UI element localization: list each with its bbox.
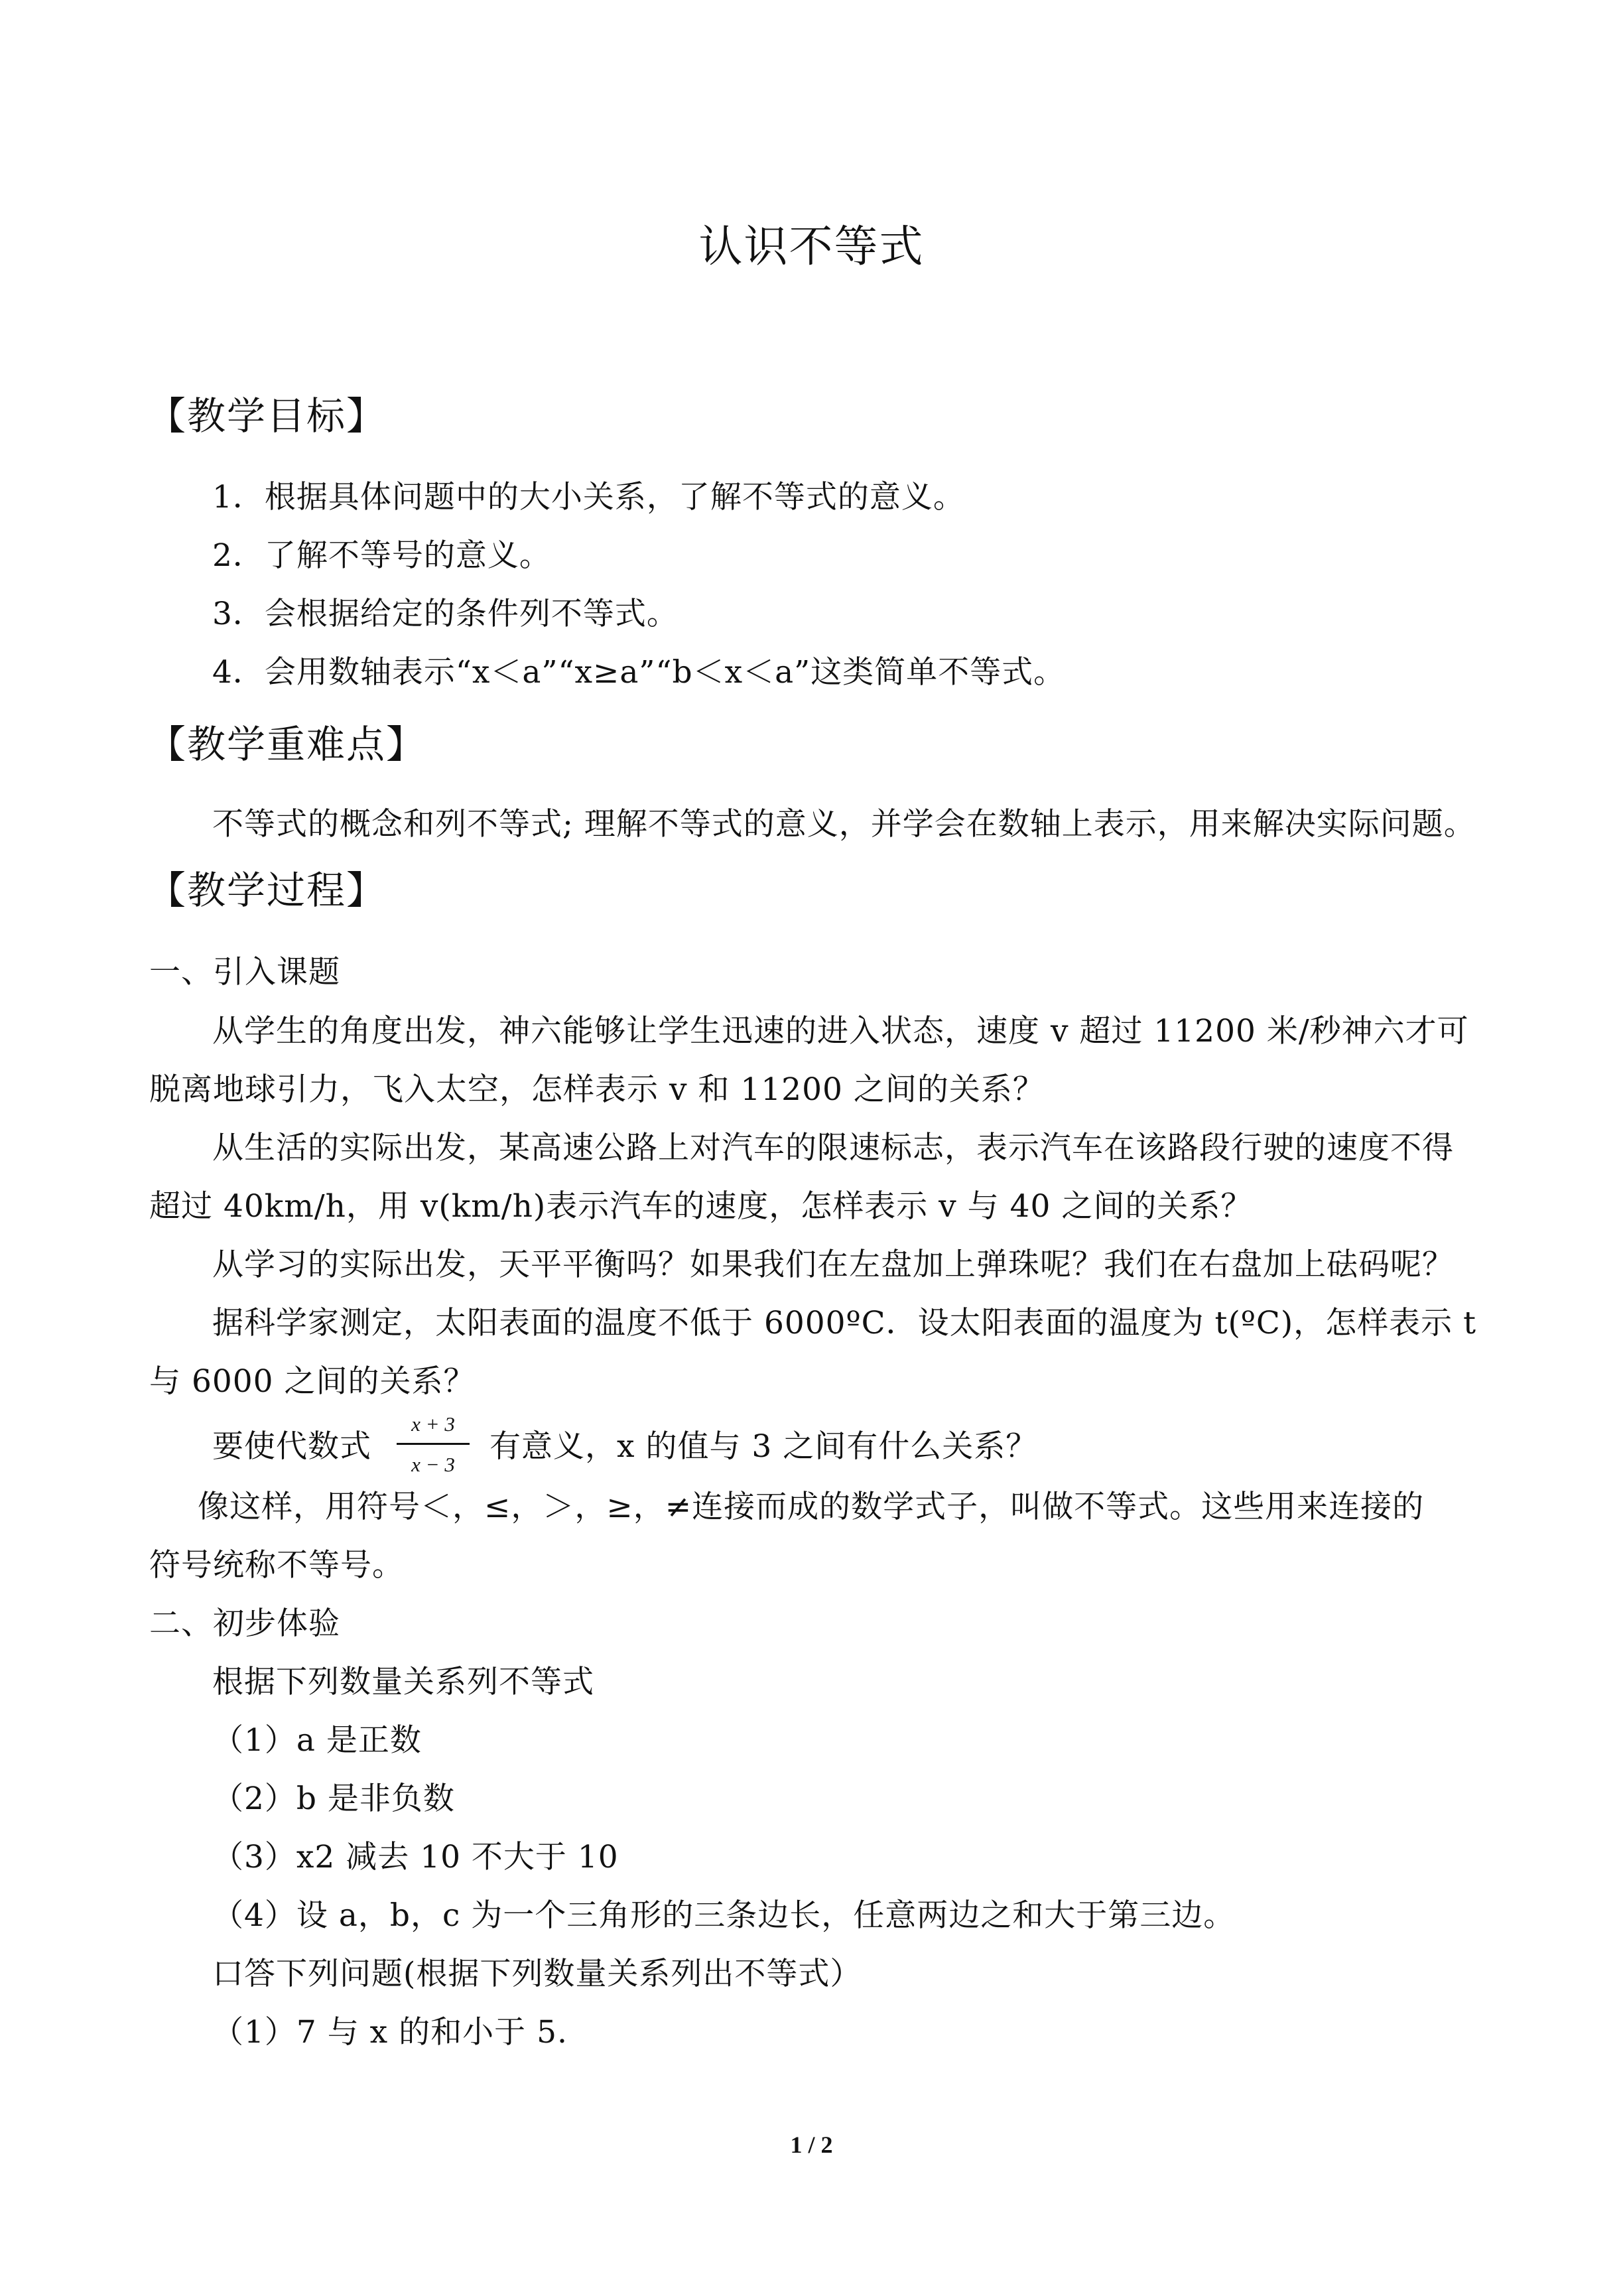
list-item: （4）设 a，b，c 为一个三角形的三条边长，任意两边之和大于第三边。: [212, 1897, 1236, 1934]
list-item: （3）x2 减去 10 不大于 10: [212, 1839, 619, 1875]
list-item: （2）b 是非负数: [212, 1781, 455, 1817]
objective-item: 2．了解不等号的意义。: [212, 537, 551, 574]
paragraph-line: 据科学家测定，太阳表面的温度不低于 6000ºC．设太阳表面的温度为 t(ºC)，怎样表示 t: [212, 1305, 1476, 1341]
fraction-bar: [397, 1443, 470, 1445]
paragraph-line: 脱离地球引力，飞入太空，怎样表示 v 和 11200 之间的关系？: [149, 1071, 1045, 1108]
keypoints-heading: 【教学重难点】: [147, 722, 426, 767]
process-heading: 【教学过程】: [147, 868, 387, 913]
page-number: 1 / 2: [790, 2131, 833, 2158]
paragraph-line: 从学习的实际出发，天平平衡吗？如果我们在左盘加上弹珠呢？我们在右盘加上砝码呢？: [212, 1247, 1454, 1283]
paragraph-line: 要使代数式: [212, 1428, 371, 1465]
part1-heading: 一、引入课题: [149, 954, 340, 990]
objective-item: 1．根据具体问题中的大小关系，了解不等式的意义。: [212, 479, 965, 515]
paragraph-line: 从生活的实际出发，某高速公路上对汽车的限速标志，表示汽车在该路段行驶的速度不得: [212, 1130, 1454, 1166]
fraction-denominator: x − 3: [411, 1453, 455, 1476]
fraction-expression: [397, 1410, 470, 1479]
paragraph-line: 有意义，x 的值与 3 之间有什么关系？: [489, 1428, 1038, 1465]
paragraph-line: 超过 40km/h，用 v(km/h)表示汽车的速度，怎样表示 v 与 40 之间的关系？: [149, 1188, 1253, 1225]
list-item: （1）a 是正数: [212, 1722, 422, 1759]
paragraph-line: 与 6000 之间的关系？: [149, 1363, 476, 1400]
paragraph-line: 根据下列数量关系列不等式: [212, 1664, 594, 1700]
paragraph-line: 口答下列问题(根据下列数量关系列出不等式）: [212, 1956, 862, 1992]
paragraph-line: 符号统称不等号。: [149, 1547, 404, 1584]
keypoints-text: 不等式的概念和列不等式; 理解不等式的意义，并学会在数轴上表示，用来解决实际问题。: [212, 806, 1476, 843]
fraction-numerator: x + 3: [411, 1412, 455, 1436]
list-item: （1）7 与 x 的和小于 5.: [212, 2014, 568, 2051]
paragraph-line: 从学生的角度出发，神六能够让学生迅速的进入状态，速度 v 超过 11200 米/秒神六才可: [212, 1013, 1469, 1049]
objective-item: 4．会用数轴表示“x＜a”“x≥a”“b＜x＜a”这类简单不等式。: [212, 654, 1066, 691]
document-title: 认识不等式: [698, 221, 925, 272]
part2-heading: 二、初步体验: [149, 1605, 340, 1642]
objectives-heading: 【教学目标】: [147, 393, 387, 439]
objective-item: 3．会根据给定的条件列不等式。: [212, 596, 679, 632]
paragraph-line: 像这样，用符号＜，≤，＞，≥，≠连接而成的数学式子，叫做不等式。这些用来连接的: [198, 1489, 1425, 1525]
